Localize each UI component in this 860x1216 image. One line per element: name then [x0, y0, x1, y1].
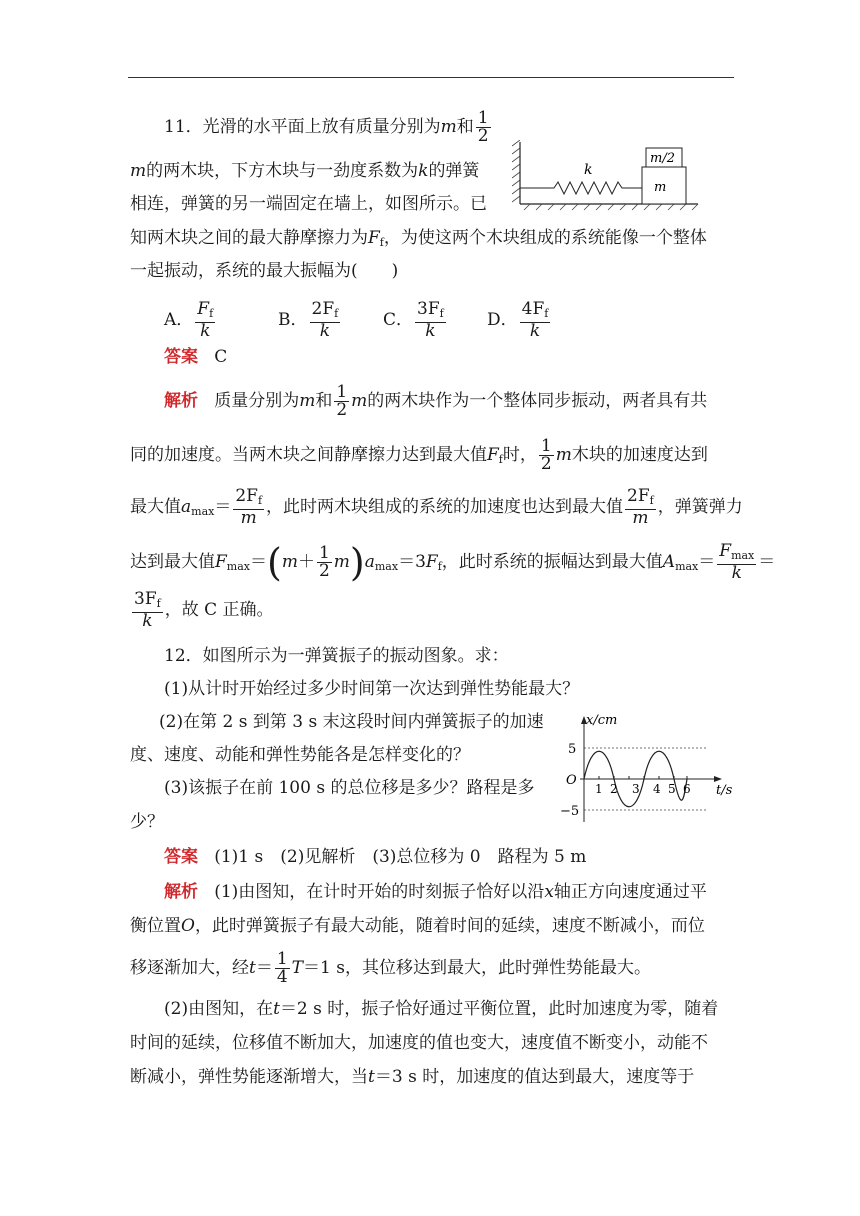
- option-c[interactable]: C． $\frac{3F_f}{k}$: [383, 299, 444, 341]
- q12-analysis-line-6: 断减小，弹性势能逐渐增大，当t＝3 s 时，加速度的值达到最大，速度等于: [130, 1067, 695, 1087]
- block-m-label: m: [654, 180, 667, 195]
- vibration-graph: [558, 712, 734, 824]
- graph-y-tick-minus5: −5: [560, 804, 580, 819]
- q12-analysis-line-3: 移逐渐加大，经t＝ $\frac{1}{4}$ T＝1 s，其位移达到最大，此时弹性势能最大。: [130, 949, 651, 987]
- q12-analysis-line-2: 衡位置O，此时弹簧振子有最大动能，随着时间的延续，速度不断减小，而位: [130, 916, 705, 936]
- q12-analysis-line-1: 解析 (1)由图知，在计时开始的时刻振子恰好以沿x轴正方向速度通过平: [164, 882, 707, 902]
- graph-x-label: t/s: [716, 783, 733, 798]
- q11-answer: 答案 C: [164, 347, 228, 367]
- graph-origin: O: [566, 773, 577, 788]
- graph-y-tick-5: 5: [568, 742, 577, 757]
- fraction-half: $\frac{1}{2}$: [477, 108, 489, 146]
- graph-x-tick-6: 6: [683, 782, 691, 796]
- graph-x-tick-2: 2: [610, 782, 618, 796]
- q11-analysis-line-2: 同的加速度。当两木块之间静摩擦力达到最大值$F_f$时， $\frac{1}{2}$ m木块的加速度达到: [130, 436, 708, 474]
- q11-line-2: m的两木块，下方木块与一劲度系数为k的弹簧: [130, 161, 480, 181]
- spring-label: k: [584, 162, 593, 178]
- graph-x-tick-5: 5: [668, 782, 676, 796]
- q12-part-3b: 少？: [130, 812, 164, 832]
- q12-part-2a: (2)在第 2 s 到第 3 s 末这段时间内弹簧振子的加速: [159, 712, 544, 732]
- q11-analysis-line-5: $\frac{3F_f}{k}$ ，故 C 正确。: [134, 589, 274, 631]
- q11-line-3: 相连，弹簧的另一端固定在墙上，如图所示。已: [130, 194, 487, 214]
- option-a[interactable]: A． $\frac{F_f}{k}$: [164, 299, 214, 341]
- spring-block-figure: [512, 140, 702, 212]
- q11-analysis-line-1: 解析 质量分别为m和 $\frac{1}{2}$ m的两木块作为一个整体同步振动，两者具有共: [164, 382, 708, 420]
- q12-title: 12．如图所示为一弹簧振子的振动图象。求：: [164, 646, 509, 666]
- q11-analysis-line-4: 达到最大值$F_{max}=(m+$ $\frac{1}{2}$ $m)a_{max}=3F_f$，此时系统的振幅达到最大值$A_{max}=$ $\frac{F_{max}}{k}$ ＝: [130, 540, 776, 585]
- option-b[interactable]: B． $\frac{2F_f}{k}$: [278, 299, 339, 341]
- analysis-label: 解析: [164, 882, 198, 902]
- option-d[interactable]: D． $\frac{4F_f}{k}$: [487, 299, 549, 341]
- block-half-m-label: m/2: [650, 151, 675, 166]
- analysis-label: 解析: [164, 391, 198, 411]
- q12-analysis-line-4: (2)由图知，在t＝2 s 时，振子恰好通过平衡位置，此时加速度为零，随着: [164, 999, 719, 1019]
- q12-analysis-line-5: 时间的延续，位移值不断加大，加速度的值也变大，速度值不断变小，动能不: [130, 1033, 708, 1053]
- q11-line-1: 11．光滑的水平面上放有质量分别为m和 $\frac{1}{2}$: [164, 108, 489, 146]
- answer-label: 答案: [164, 347, 198, 367]
- graph-y-label: x/cm: [586, 713, 618, 728]
- q12-part-1: (1)从计时开始经过多少时间第一次达到弹性势能最大？: [164, 679, 580, 699]
- q12-answer: 答案 (1)1 s (2)见解析 (3)总位移为 0 路程为 5 m: [164, 847, 587, 867]
- graph-x-tick-1: 1: [595, 782, 603, 796]
- q11-line-4: 知两木块之间的最大静摩擦力为$F_f$，为使这两个木块组成的系统能像一个整体: [130, 228, 707, 249]
- header-rule: [128, 77, 734, 78]
- graph-x-tick-4: 4: [653, 782, 661, 796]
- q12-part-3a: (3)该振子在前 100 s 的总位移是多少？路程是多: [164, 778, 535, 798]
- graph-x-tick-3: 3: [632, 782, 640, 796]
- answer-label: 答案: [164, 847, 198, 867]
- q12-part-2b: 度、速度、动能和弹性势能各是怎样变化的？: [130, 745, 470, 765]
- q11-line-5: 一起振动，系统的最大振幅为( ): [130, 261, 399, 281]
- q11-analysis-line-3: 最大值$a_{max}=$ $\frac{2F_f}{m}$ ，此时两木块组成的系统的加速度也达到最大值 $\frac{2F_f}{m}$ ，弹簧弹力: [130, 486, 743, 528]
